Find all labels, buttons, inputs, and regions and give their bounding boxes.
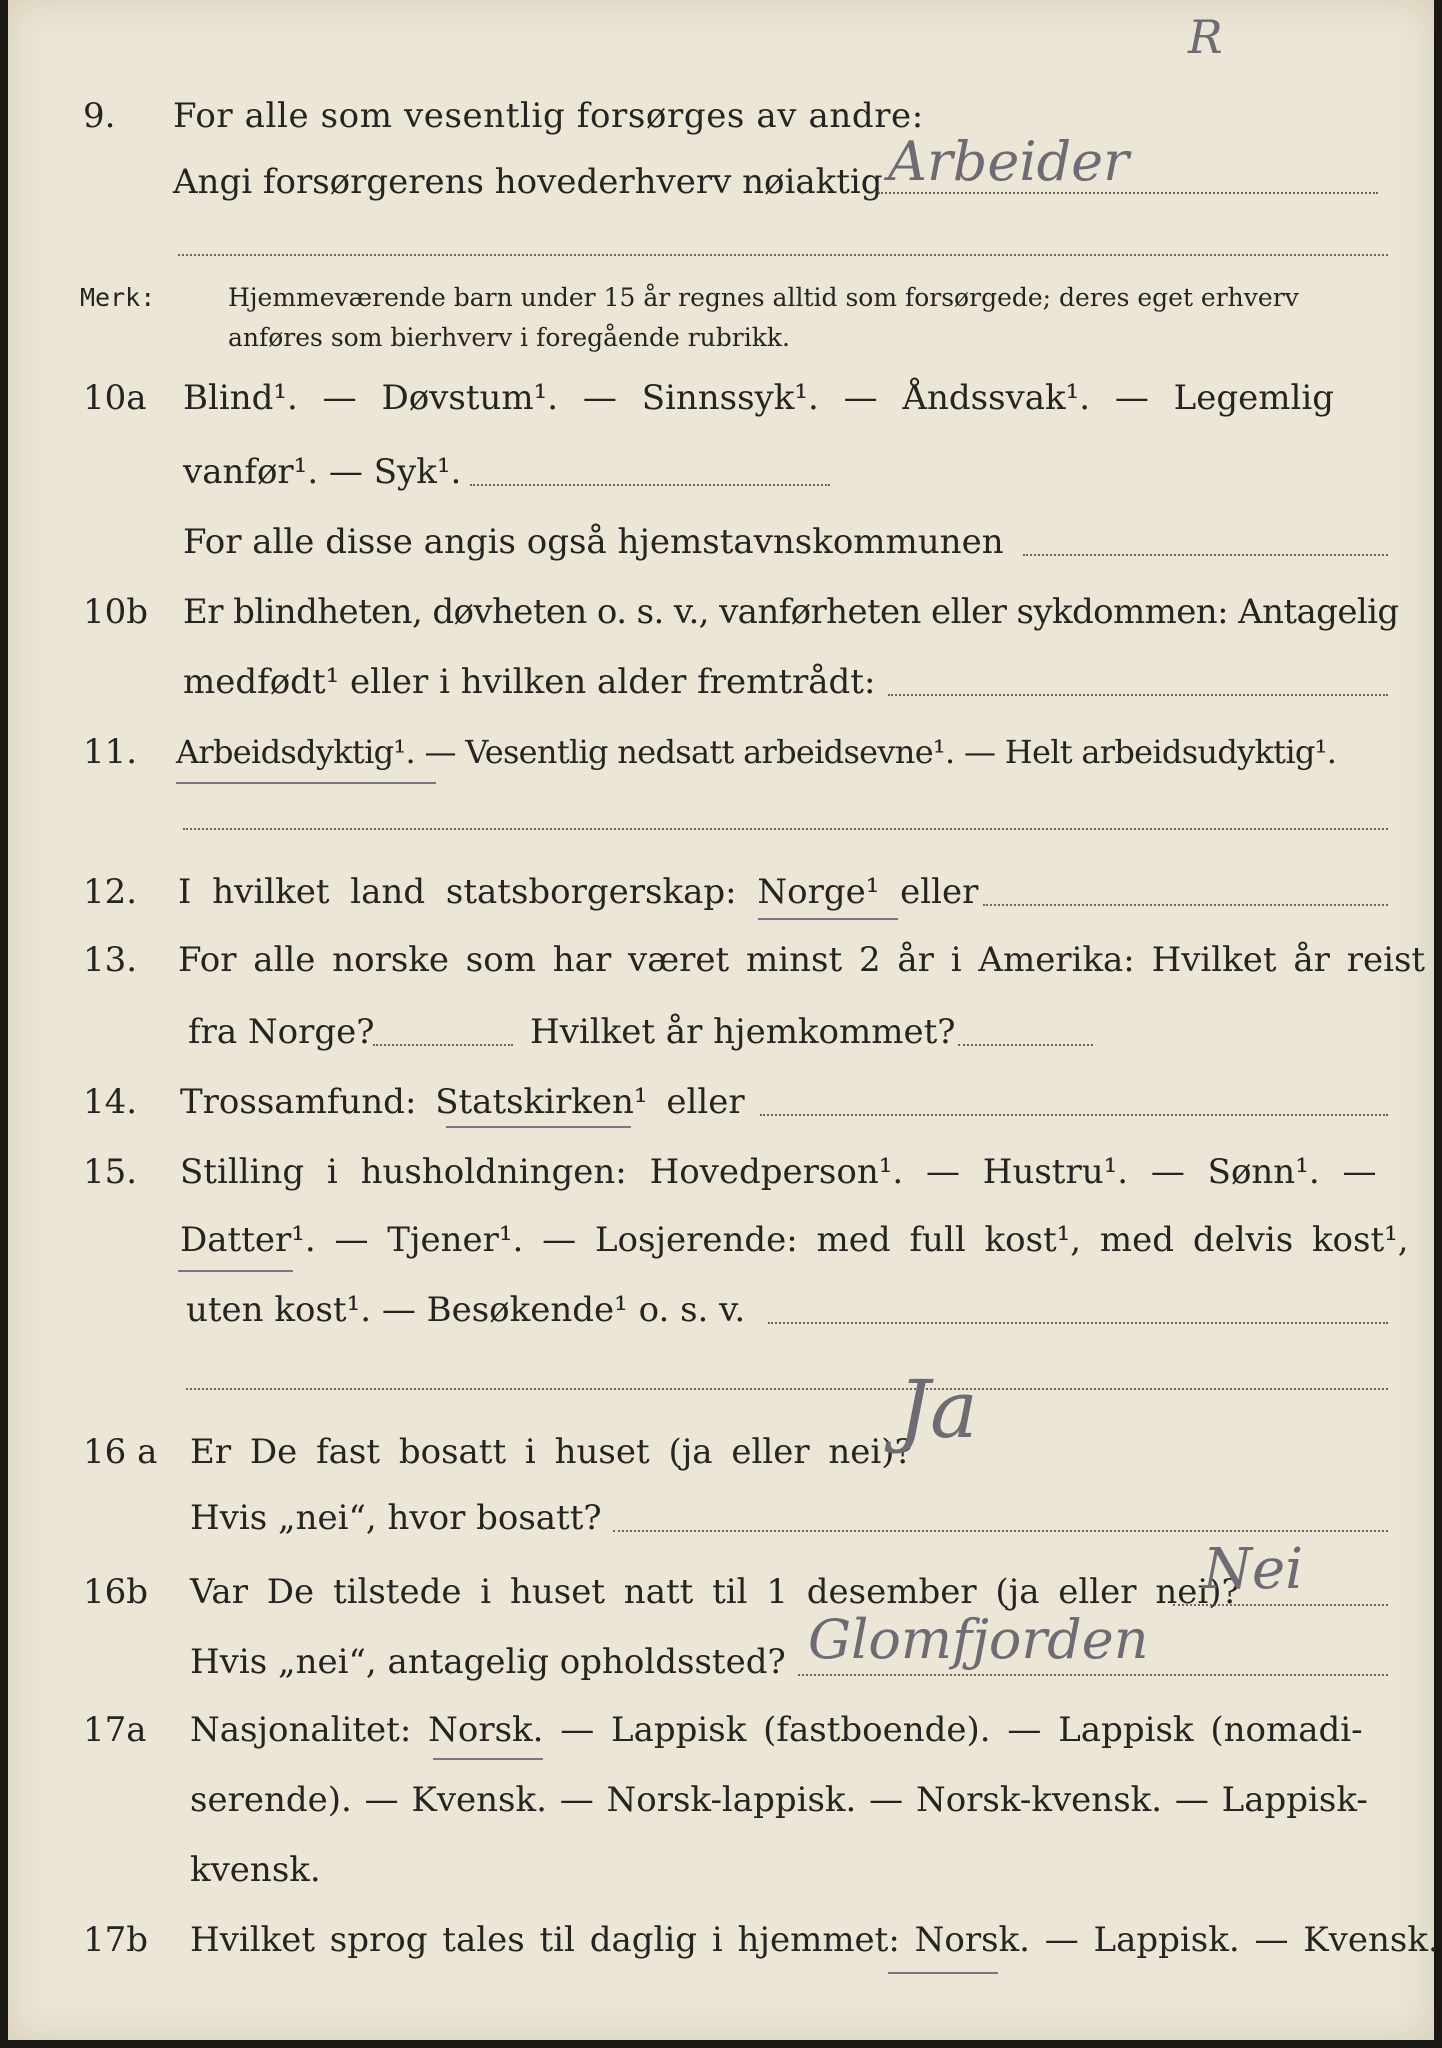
question-text: uten kost¹. — Besøkende¹ o. s. v. xyxy=(186,1290,746,1330)
question-text: Hvilket år hjemkommet? xyxy=(530,1012,956,1052)
question-text: Hvis „nei“, hvor bosatt? xyxy=(190,1498,602,1538)
question-number: 12. xyxy=(83,872,138,912)
question-number: 15. xyxy=(83,1152,138,1192)
corner-mark: R xyxy=(1188,10,1223,64)
answer-line xyxy=(373,1044,513,1046)
answer-line xyxy=(760,1114,1388,1116)
answer-underline xyxy=(176,782,436,784)
question-text: Hvilket sprog tales til daglig i hjemmet: Norsk. — Lappisk. — Kvensk. xyxy=(190,1920,1439,1960)
question-text: Nasjonalitet: Norsk. — Lappisk (fastboende). — Lappisk (nomadi- xyxy=(190,1710,1363,1750)
question-text: Trossamfund: Statskirken¹ eller xyxy=(180,1082,745,1122)
question-text: Er blindheten, døvheten o. s. v., vanførheten eller sykdommen: Antagelig xyxy=(183,592,1399,632)
handwritten-answer: Nei xyxy=(1203,1537,1304,1602)
answer-line xyxy=(888,694,1388,696)
answer-underline xyxy=(446,1126,631,1128)
question-text: kvensk. xyxy=(190,1850,321,1890)
question-number: 16b xyxy=(83,1572,149,1612)
question-number: 10b xyxy=(83,592,149,632)
handwritten-answer: Ja xyxy=(898,1363,978,1456)
question-text: serende). — Kvensk. — Norsk-lappisk. — Norsk-kvensk. — Lappisk- xyxy=(190,1780,1368,1820)
answer-line xyxy=(183,828,1388,830)
question-number: 17a xyxy=(83,1710,147,1750)
question-text: I hvilket land statsborgerskap: Norge¹ eller xyxy=(178,872,979,912)
answer-line xyxy=(1023,554,1388,556)
answer-underline xyxy=(758,918,898,920)
question-text: For alle disse angis også hjemstavnskommunen xyxy=(183,522,1004,562)
question-number: 14. xyxy=(83,1082,138,1122)
answer-line xyxy=(1173,1604,1388,1606)
answer-line xyxy=(470,484,830,486)
question-text: Arbeidsdyktig¹. — Vesentlig nedsatt arbeidsevne¹. — Helt arbeidsudyktig¹. xyxy=(176,733,1337,771)
question-text: Angi forsørgerens hovederhverv nøiaktig xyxy=(173,162,883,202)
handwritten-answer: Arbeider xyxy=(888,130,1129,193)
question-text: Datter¹. — Tjener¹. — Losjerende: med full kost¹, med delvis kost¹, xyxy=(180,1220,1409,1260)
answer-line xyxy=(958,1044,1093,1046)
question-number: 10a xyxy=(83,378,147,418)
question-text: Stilling i husholdningen: Hovedperson¹. — Hustru¹. — Sønn¹. — xyxy=(180,1152,1377,1192)
question-number: 13. xyxy=(83,940,138,980)
question-text: vanfør¹. — Syk¹. xyxy=(183,452,462,492)
question-number: 9. xyxy=(83,96,116,136)
question-text: For alle som vesentlig forsørges av andre: xyxy=(173,96,924,136)
answer-line xyxy=(768,1322,1388,1324)
note-label: Merk: xyxy=(80,283,156,312)
question-text: fra Norge? xyxy=(188,1012,375,1052)
note-text: Hjemmeværende barn under 15 år regnes alltid som forsørgede; deres eget erhverv xyxy=(228,283,1299,312)
answer-line xyxy=(178,254,1388,256)
note-text: anføres som bierhverv i foregående rubrikk. xyxy=(228,323,790,352)
answer-underline xyxy=(178,1270,293,1272)
answer-underline xyxy=(888,1972,998,1974)
answer-line xyxy=(186,1388,1388,1390)
census-form-page xyxy=(8,0,1439,2040)
question-text: Er De fast bosatt i huset (ja eller nei)? xyxy=(190,1432,913,1472)
question-text: Var De tilstede i huset natt til 1 desember (ja eller nei)? xyxy=(190,1572,1240,1612)
question-text: Hvis „nei“, antagelig opholdssted? xyxy=(190,1642,786,1682)
answer-line xyxy=(613,1530,1388,1532)
question-text: Blind¹. — Døvstum¹. — Sinnssyk¹. — Åndssvak¹. — Legemlig xyxy=(183,378,1334,418)
answer-underline xyxy=(433,1758,543,1760)
answer-line xyxy=(983,904,1388,906)
question-number: 11. xyxy=(83,732,138,772)
question-text: For alle norske som har været minst 2 år i Amerika: Hvilket år reist xyxy=(178,940,1426,980)
answer-line xyxy=(798,1674,1388,1676)
question-number: 17b xyxy=(83,1920,149,1960)
question-number: 16 a xyxy=(83,1432,158,1472)
question-text: medfødt¹ eller i hvilken alder fremtrådt: xyxy=(183,662,876,702)
handwritten-answer: Glomfjorden xyxy=(808,1608,1149,1671)
